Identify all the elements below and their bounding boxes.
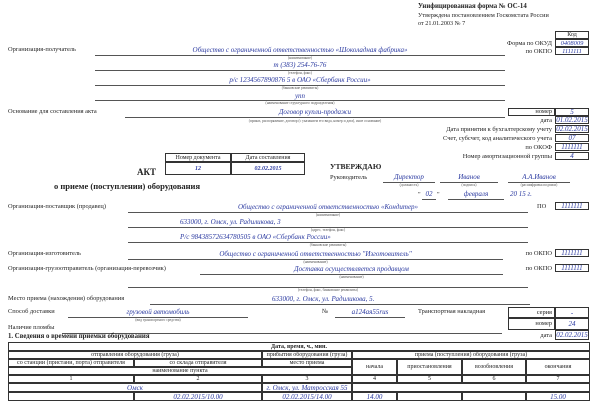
okud-label: Форма по ОКУД	[507, 40, 552, 47]
place-label: Место приема (нахождения) оборудования	[8, 295, 125, 302]
supplier-label: Организация-поставщик (продавец)	[8, 203, 106, 210]
s1-h-pause: приостановления	[397, 359, 462, 375]
delivery-hint: (вид транспортного средства)	[135, 318, 181, 322]
shipper-hint: (наименование)	[339, 275, 364, 279]
form-approved-date: от 21.01.2003 № 7	[418, 20, 466, 27]
s1-n7: 7	[526, 375, 590, 383]
delivery-value: грузовой автомобиль	[126, 308, 190, 316]
delivery-num-label: №	[322, 308, 329, 315]
receiver-account: р/с 1234567890876 5 в ОАО «Сбербанк России»	[229, 76, 371, 84]
approve-position-hint: (должность)	[399, 183, 419, 187]
shipper-okpo-label: по ОКПО	[525, 265, 552, 272]
accept-date-label: Дата принятия к бухгалтерскому учету	[446, 126, 552, 133]
shipper-name: Доставка осуществляется продавцом	[294, 265, 409, 273]
s1-h-accept: приема (поступления) оборудования (груза)	[352, 351, 590, 359]
supplier-okpo-value: 1111111	[555, 202, 589, 210]
basis-label: Основание для составления акта	[8, 108, 97, 115]
waybill-date-label: дата	[540, 332, 552, 339]
supplier-name: Общество с ограниченной ответственностью «Кондитер»	[237, 203, 419, 211]
shipper-extra-hint: (телефон, факс, банковские реквизиты)	[297, 288, 359, 292]
receiver-dept: упп	[294, 92, 306, 100]
act-subtitle: о приеме (поступлении) оборудования	[54, 181, 201, 191]
amort-value: 4	[555, 152, 589, 160]
maker-hint: (наименование)	[303, 260, 328, 264]
maker-label: Организация-изготовитель	[8, 250, 81, 257]
s1-n5: 5	[397, 375, 462, 383]
seals-label: Наличие пломбы	[8, 324, 55, 331]
delivery-label: Способ доставки	[8, 308, 55, 315]
s1-n2: 2	[134, 375, 262, 383]
account-label: Счет, субсчет, код аналитического учета	[443, 135, 552, 142]
s1-r-v4: 15.00	[526, 392, 590, 401]
waybill-date-value: 02.02.2015	[556, 331, 588, 339]
approve-fio: А.А.Иванов	[522, 173, 556, 181]
s1-r-addr: г. Омск, ул. Матросская 55	[262, 383, 352, 392]
s1-r-v1: 02.02.2015/10.00	[134, 392, 262, 401]
doc-date: 02.02.2015	[231, 162, 305, 175]
s1-n4: 4	[352, 375, 397, 383]
supplier-address: 633000, г. Омск, ул. Радиликова, 3	[180, 218, 281, 226]
doc-number-label: Номер документа	[165, 153, 231, 162]
code-header: Код	[555, 31, 589, 39]
receiver-name: Общество с ограниченной ответственностью «Шоколадная фабрика»	[192, 46, 408, 54]
account-value: 07	[555, 134, 589, 142]
doc-number: 12	[165, 162, 231, 175]
receiver-name-hint: (наименование)	[287, 56, 313, 60]
maker-okpo-value: 1111111	[555, 249, 589, 257]
series-value: -	[555, 307, 589, 318]
s1-h-resume: возобновления	[462, 359, 526, 375]
okpo-label: по ОКПО	[525, 48, 552, 55]
section1-title: 1. Сведения о времени приемки оборудования	[8, 333, 150, 340]
accept-date-value: 02.02.2015	[556, 125, 588, 133]
receiver-label: Организация-получатель	[8, 46, 76, 53]
receiver-account-hint: (банковские реквизиты)	[281, 86, 319, 90]
form-title: Унифицированная форма № ОС-14	[418, 3, 527, 10]
date-value: 01.02.2015	[556, 116, 588, 124]
receiver-dept-hint: (наименование структурного подразделения)	[265, 101, 335, 105]
supplier-account: Р/с 98438572634780505 в ОАО «Сбербанк России»	[180, 233, 331, 241]
shipper-label: Организация-грузоотправитель (организация-перевозчик)	[8, 265, 166, 272]
s1-h-place: место приема	[262, 359, 352, 367]
receiver-phone: т (383) 254-76-76	[273, 61, 327, 69]
place-value: 633000, г. Омск, ул. Радиликова, 5.	[272, 295, 375, 303]
number-value: 5	[555, 108, 589, 116]
s1-h-end: окончания	[526, 359, 590, 375]
approve-head-label: Руководитель	[330, 174, 368, 181]
supplier-address-hint: (адрес, телефон, факс)	[310, 228, 346, 232]
waybill-number-value: 24	[555, 318, 589, 330]
receiver-phone-hint: (телефон, факс)	[287, 71, 312, 75]
s1-h-warehouse: со склада отправителя	[134, 359, 262, 367]
approve-year: 20 15 г.	[510, 190, 532, 198]
amort-label: Номер амортизационной группы	[462, 153, 552, 160]
delivery-num-value: а124ая55rus	[351, 308, 389, 316]
s1-n3: 3	[262, 375, 352, 383]
s1-h-arrive: прибытия оборудования (груза)	[262, 351, 352, 359]
maker-name: Общество с ограниченной ответственностью "Изготовитель"	[219, 250, 412, 258]
doc-date-label: Дата составления	[231, 153, 305, 162]
series-label: серия	[536, 309, 552, 316]
s1-r-v3: 14.00	[352, 392, 397, 401]
basis-value: Договор купли-продажи	[278, 108, 352, 116]
s1-r-city: Омск	[8, 383, 262, 392]
supplier-name-hint: (наименование)	[315, 213, 341, 217]
waybill-label: Транспортная накладная	[418, 308, 486, 315]
s1-n6: 6	[462, 375, 526, 383]
approve-position: Директор	[394, 173, 424, 181]
approve-signature: Иванов	[458, 173, 480, 181]
s1-h-main: Дата, время, ч., мин.	[8, 342, 590, 351]
maker-okpo-label: по ОКПО	[525, 250, 552, 257]
approve-month: февраля	[463, 190, 489, 198]
approve-day: 02	[425, 190, 433, 198]
waybill-number-label: номер	[535, 320, 552, 327]
supplier-account-hint: (банковские реквизиты)	[309, 243, 347, 247]
number-label: номер	[535, 108, 552, 115]
date-label: дата	[540, 117, 552, 124]
s1-h-start: начала	[352, 359, 397, 375]
approve-title: УТВЕРЖДАЮ	[330, 162, 382, 171]
s1-h-send: отправления оборудования (груза)	[8, 351, 262, 359]
s1-h-point: наименование пункта	[8, 367, 352, 375]
s1-n1: 1	[8, 375, 134, 383]
basis-hint: (приказ, распоряжение, договор (с указанием его вида, номер и дата), иное основание)	[248, 119, 382, 123]
s1-h-station: со станции (пристани, порта) отправителя	[8, 359, 134, 367]
shipper-okpo-value: 1111111	[555, 264, 589, 272]
act-label: АКТ	[137, 167, 157, 177]
okof-value: 1111111	[555, 143, 589, 151]
approve-fio-hint: (расшифровка подписи)	[520, 183, 558, 187]
okof-label: по ОКОФ	[525, 144, 552, 151]
form-approved: Утверждена постановлением Госкомстата России	[418, 12, 549, 19]
s1-r-v2: 02.02.2015/14.00	[262, 392, 352, 401]
approve-signature-hint: (подпись)	[461, 183, 477, 187]
okud-value: 0408009	[555, 39, 589, 47]
okpo-value: 1111111	[555, 47, 589, 55]
